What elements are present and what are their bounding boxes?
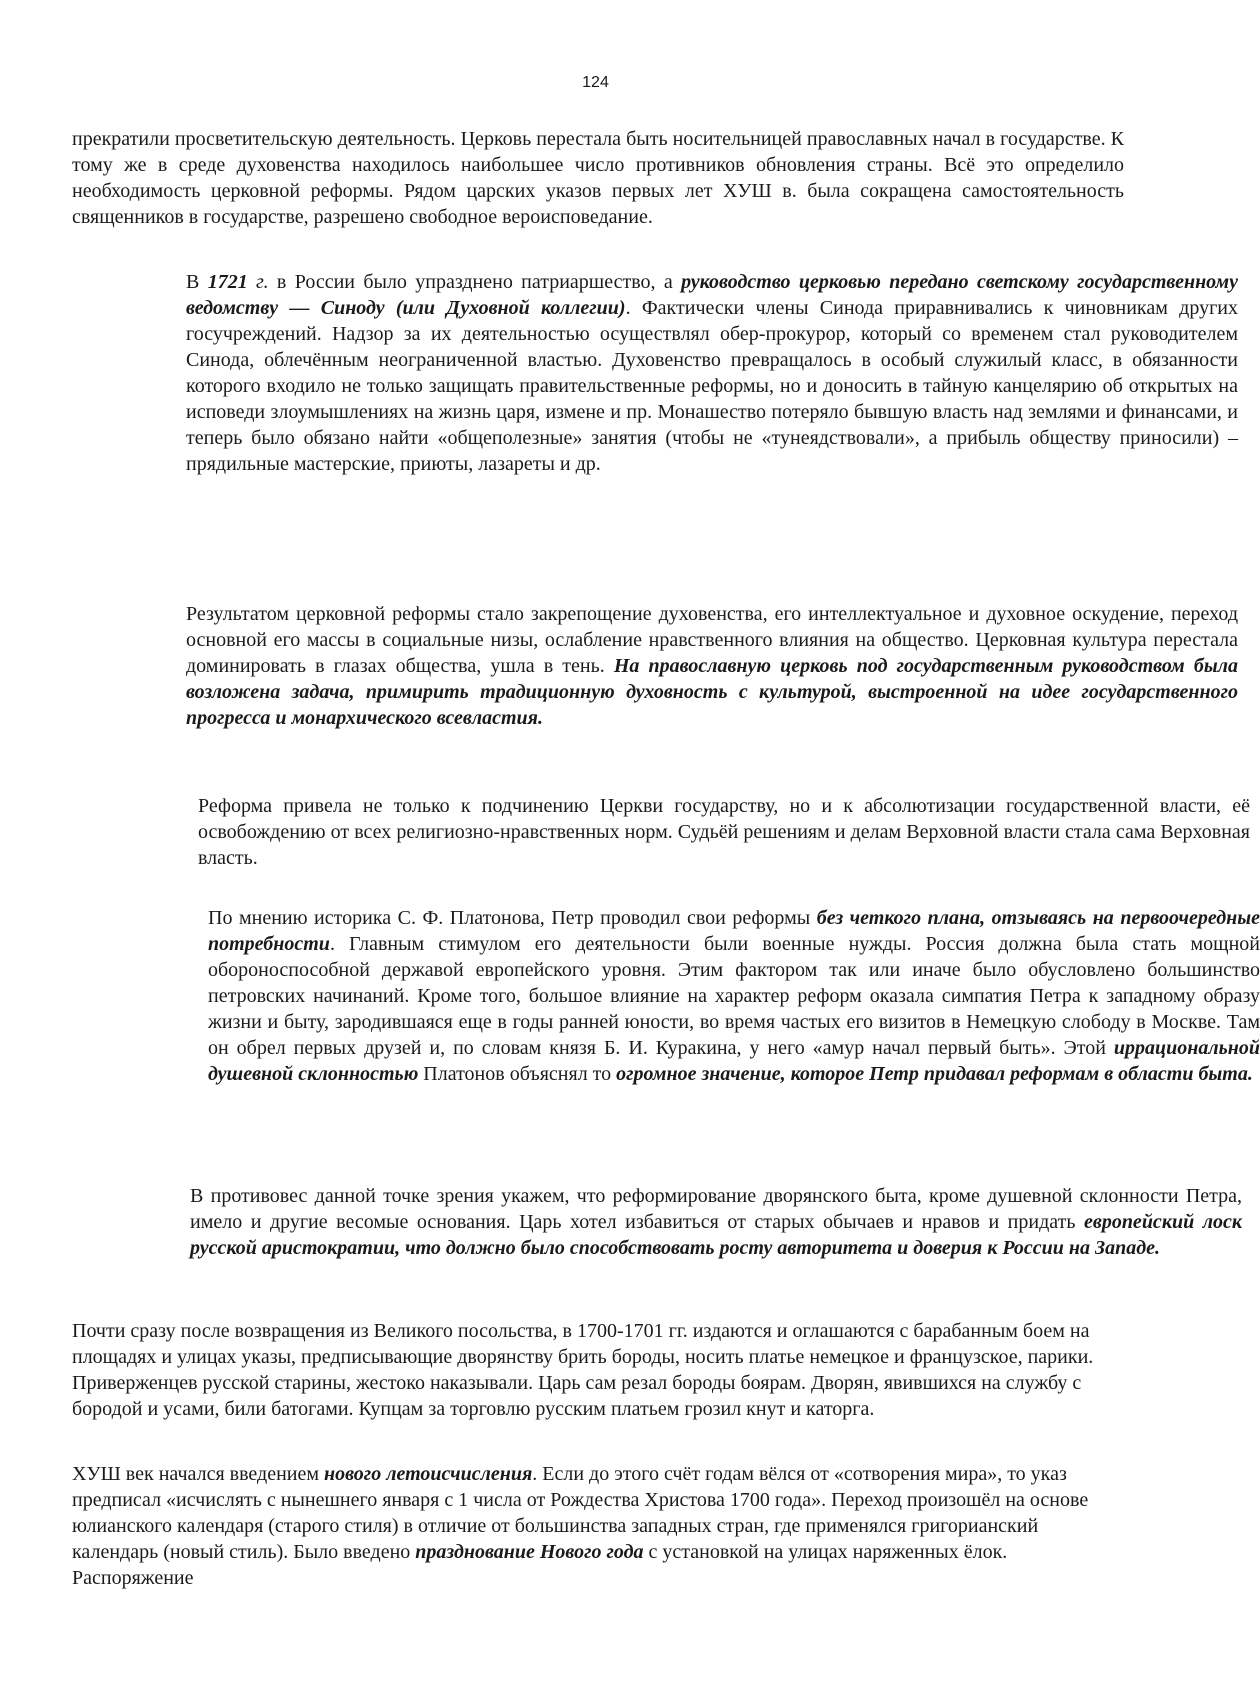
text-span: Результатом церковной реформы стало закрепощение духовенства, его интеллектуальное и духовное оскудение, переход основной его массы в социальные низы, ослабление нравственного влияния на общество. Церковная культура перестала доминировать в глазах общества, ушла в тень. xyxy=(186,603,1238,677)
emphasis-synod: руководство церковью передано светскому государственному ведомству — Синоду (или Духовной коллегии) xyxy=(186,271,1238,319)
text-span: В xyxy=(186,271,208,293)
paragraph-reform-results xyxy=(72,601,1238,731)
paragraph-platonov xyxy=(72,905,1260,1087)
emphasis-new-year: празднование Нового года xyxy=(415,1541,644,1563)
emphasis-no-plan: без четкого плана, отзываясь на первоочередные потребности xyxy=(208,907,1260,955)
page-number: 124 xyxy=(582,74,609,91)
emphasis-church-task: На православную церковь под государственным руководством была возложена задача, примирить традиционную духовность с культурой, выстроенной на идее государственного прогресса и монархического всевластия. xyxy=(186,655,1238,729)
text-span: В противовес данной точке зрения укажем, что реформирование дворянского быта, кроме душевной склонности Петра, имело и другие весомые основания. Царь хотел избавиться от старых обычаев и нравов и придать xyxy=(190,1185,1242,1233)
emphasis-inclination: иррациональной душевной склонностью xyxy=(208,1037,1260,1085)
paragraph-beard-decrees: Почти сразу после возвращения из Великого посольства, в 1700-1701 гг. издаются и оглашаются с барабанным боем на площадях и улицах указы, предписывающие дворянству брить бороды, носить платье немецкое и французское, парики. Приверженцев русской старины, жестоко наказывали. Царь сам резал бороды боярам. Дворян, явившихся на службу с бородой и усами, били батогами. Купцам за торговлю русским платьем грозил кнут и каторга. xyxy=(72,1320,1094,1420)
text-span: в России было упразднено патриаршество, а xyxy=(268,271,682,293)
paragraph-church-role: прекратили просветительскую деятельность. Церковь перестала быть носительницей православных начал в государстве. К тому же в среде духовенства находилось наибольшее число противников обновления страны. Всё это определило необходимость церковной реформы. Рядом царских указов первых лет ХУШ в. была сокращена самостоятельность священников в государстве, разрешено свободное вероисповедание. xyxy=(72,128,1124,228)
text-span: . Главным стимулом его деятельности были военные нужды. Россия должна была стать мощной обороноспособной державой европейского уровня. Этим фактором так или иначе было обусловлено большинство петровских начинаний. Кроме того, большое влияние на характер реформ оказала симпатия Петра к западному образу жизни и быту, зародившаяся еще в годы ранней юности, во время частых его визитов в Немецкую слободу в Москве. Там он обрел первых друзей и, по словам князя Б. И. Куракина, у него «амур начал первый быть». Этой xyxy=(208,933,1260,1059)
paragraph-new-calendar xyxy=(72,1461,1122,1591)
paragraph-synod-1721 xyxy=(72,269,1238,477)
paragraph-absolutism: Реформа привела не только к подчинению Церкви государству, но и к абсолютизации государственной власти, её освобождению от всех религиозно-нравственных норм. Судьёй решениям и делам Верховной власти стала сама Верховная власть. xyxy=(198,795,1250,869)
emphasis-european-gloss: европейский лоск русской аристократии, что должно было способствовать росту авторитета и доверия к России на Западе. xyxy=(190,1211,1242,1259)
text-span: . Фактически члены Синода приравнивались к чиновникам других госучреждений. Надзор за их деятельностью осуществлял обер-прокурор, который со временем стал руководителем Синода, облечённым неограниченной властью. Духовенство превращалось в особый служилый класс, в обязанности которого входило не только защищать правительственные реформы, но и доносить в тайную канцелярию об открытых на исповеди злоумышлениях на жизнь царя, измене и пр. Монашество потеряло бывшую власть над землями и финансами, и теперь было обязано найти «общеполезные» занятия (чтобы не «тунеядствовали», а прибыль обществу приносили) – прядильные мастерские, приюты, лазареты и др. xyxy=(186,297,1238,475)
text-span: с установкой на улицах наряженных ёлок. Распоряжение xyxy=(72,1541,1008,1589)
year-suffix: г. xyxy=(247,271,269,293)
year-emphasis: 1721 xyxy=(207,271,248,293)
text-span: ХУШ век начался введением xyxy=(72,1463,325,1485)
text-span: Платонов объяснял то xyxy=(418,1063,617,1085)
emphasis-new-calendar: нового летоисчисления xyxy=(324,1463,533,1485)
text-span: По мнению историка С. Ф. Платонова, Петр проводил свои реформы xyxy=(208,907,817,929)
paragraph-counterpoint xyxy=(72,1183,1242,1261)
text-span: . Если до этого счёт годам вёлся от «сотворения мира», то указ предписал «исчислять с нынешнего января с 1 числа от Рождества Христова 1700 года». Переход произошёл на основе юлианского календаря (старого стиля) в отличие от большинства западных стран, где применялся григорианский календарь (новый стиль). Было введено xyxy=(72,1463,1089,1563)
emphasis-daily-life: огромное значение, которое Петр придавал реформам в области быта. xyxy=(616,1063,1253,1085)
